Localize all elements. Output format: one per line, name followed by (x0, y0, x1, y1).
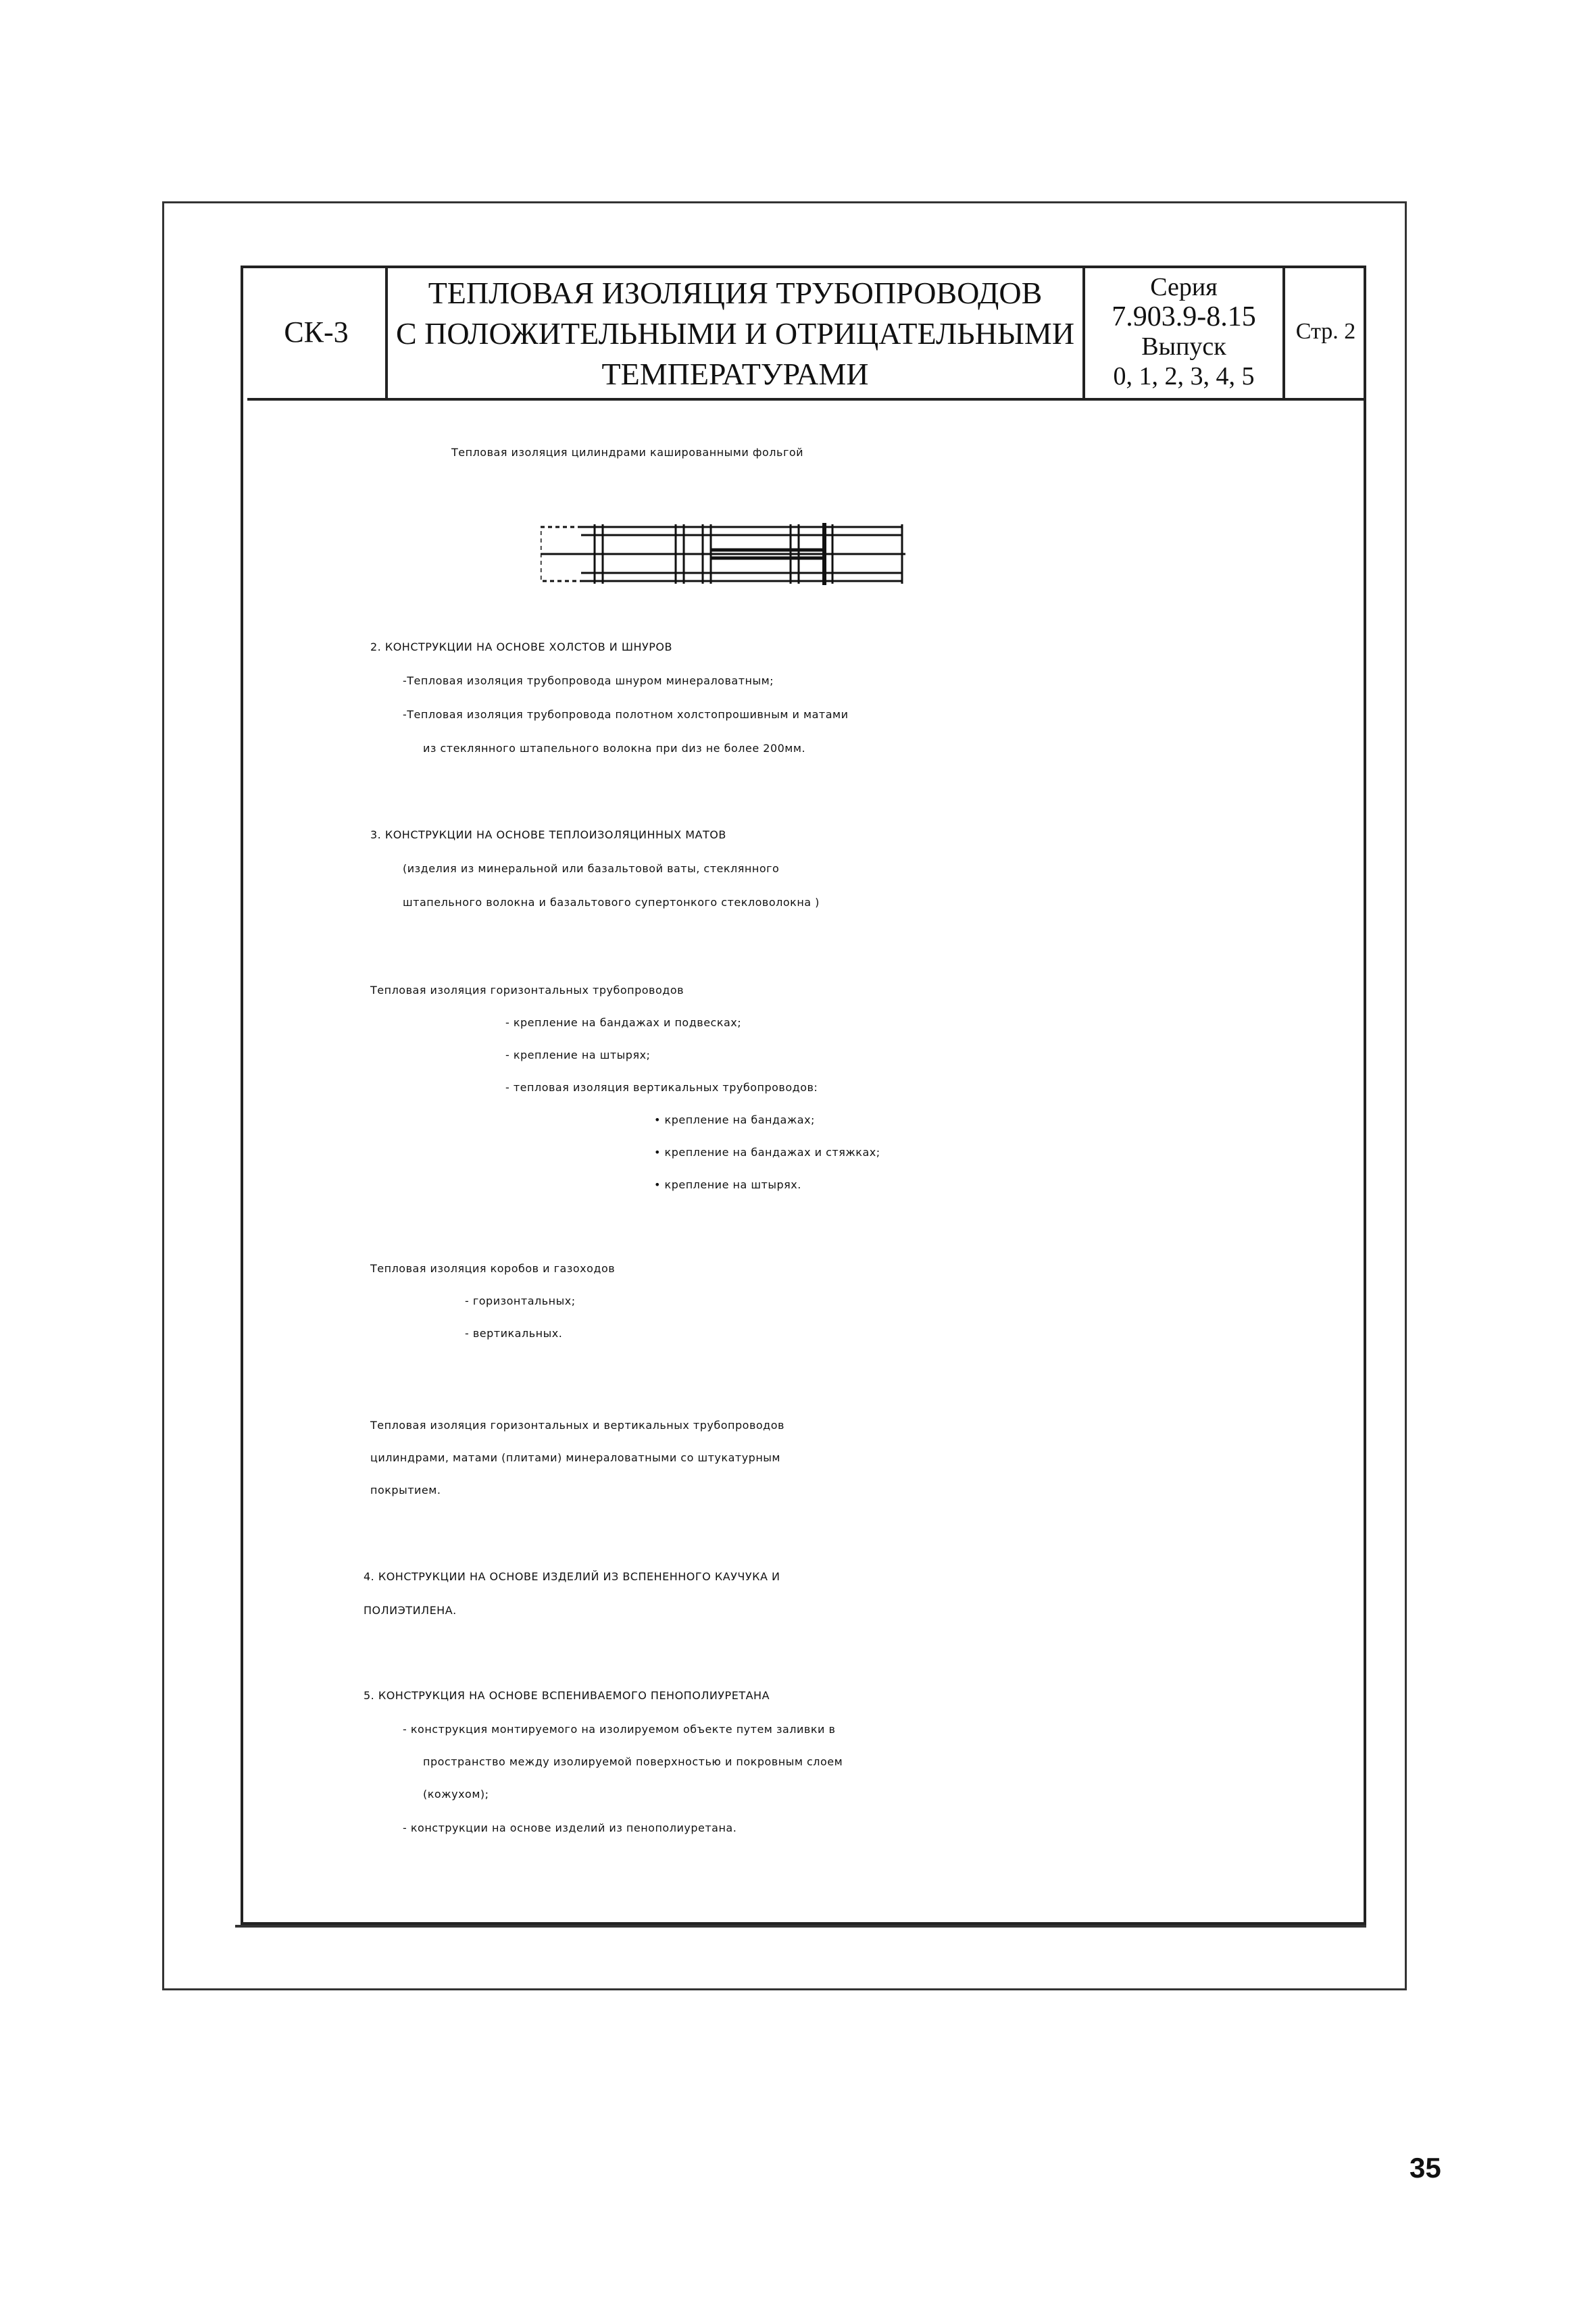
title-line-3: ТЕМПЕРАТУРАМИ (601, 357, 869, 391)
series-label: Серия (1150, 273, 1218, 301)
section4-line2: ПОЛИЭТИЛЕНА. (364, 1604, 457, 1617)
section2-heading: 2. КОНСТРУКЦИИ НА ОСНОВЕ ХОЛСТОВ И ШНУРОВ (370, 640, 672, 653)
plaster-line1: Тепловая изоляция горизонтальных и вертикальных трубопроводов (370, 1419, 784, 1432)
plaster-line3: покрытием. (370, 1484, 441, 1496)
pipes-bullet2: • крепление на бандажах и стяжках; (654, 1146, 880, 1159)
pipes-heading: Тепловая изоляция горизонтальных трубопроводов (370, 984, 684, 997)
page-cell (1285, 266, 1366, 398)
title-line-2: С ПОЛОЖИТЕЛЬНЫМИ И ОТРИЦАТЕЛЬНЫМИ (395, 316, 1075, 351)
document-code (247, 266, 388, 398)
section2-item2-line2: из стеклянного штапельного волокна при dиз не более 200мм. (423, 742, 806, 755)
section3-note-line2: штапельного волокна и базальтового супертонкого стекловолокна ) (403, 896, 820, 909)
foil-caption: Тепловая изоляция цилиндрами кашированными фольгой (451, 446, 804, 459)
ducts-item1: - горизонтальных; (465, 1294, 576, 1307)
ducts-item2: - вертикальных. (465, 1327, 563, 1340)
plaster-line2: цилиндрами, матами (плитами) минераловатными со штукатурным (370, 1451, 780, 1464)
document-title (388, 266, 1085, 398)
issue-label: Выпуск (1141, 332, 1226, 361)
ducts-heading: Тепловая изоляция коробов и газоходов (370, 1262, 616, 1275)
inner-frame (241, 266, 1366, 1925)
section2-item2-line1: -Тепловая изоляция трубопровода полотном холстопрошивным и матами (403, 708, 849, 721)
section5-heading: 5. КОНСТРУКЦИЯ НА ОСНОВЕ ВСПЕНИВАЕМОГО ПЕНОПОЛИУРЕТАНА (364, 1689, 770, 1702)
section5-item2: - конструкции на основе изделий из пенополиуретана. (403, 1821, 737, 1834)
pipe-insulation-drawing (541, 520, 905, 588)
section5-item1-line3: (кожухом); (423, 1788, 489, 1801)
title-block (247, 266, 1366, 401)
issue-values: 0, 1, 2, 3, 4, 5 (1113, 362, 1255, 391)
document-code-text: СК-3 (284, 315, 349, 349)
series-block (1085, 266, 1285, 398)
section2-item1: -Тепловая изоляция трубопровода шнуром минераловатным; (403, 674, 774, 687)
frame-bottom-line (235, 1925, 1366, 1928)
section3-heading: 3. КОНСТРУКЦИИ НА ОСНОВЕ ТЕПЛОИЗОЛЯЦИННЫХ МАТОВ (370, 828, 726, 841)
title-line-1: ТЕПЛОВАЯ ИЗОЛЯЦИЯ ТРУБОПРОВОДОВ (428, 276, 1043, 310)
page-label: Стр. 2 (1295, 319, 1356, 344)
section5-item1-line2: пространство между изолируемой поверхностью и покровным слоем (423, 1755, 843, 1768)
pipes-bullet3: • крепление на штырях. (654, 1178, 801, 1191)
section3-note-line1: (изделия из минеральной или базальтовой ваты, стеклянного (403, 862, 780, 875)
pipes-item3: - тепловая изоляция вертикальных трубопроводов: (505, 1081, 818, 1094)
section4-line1: 4. КОНСТРУКЦИИ НА ОСНОВЕ ИЗДЕЛИЙ ИЗ ВСПЕНЕННОГО КАУЧУКА И (364, 1570, 780, 1583)
series-number: 7.903.9-8.15 (1112, 301, 1256, 332)
pipes-item2: - крепление на штырях; (505, 1049, 651, 1061)
pipes-item1: - крепление на бандажах и подвесках; (505, 1016, 742, 1029)
page-number: 35 (1410, 2152, 1441, 2184)
pipes-bullet1: • крепление на бандажах; (654, 1113, 815, 1126)
section5-item1-line1: - конструкция монтируемого на изолируемом объекте путем заливки в (403, 1723, 836, 1736)
